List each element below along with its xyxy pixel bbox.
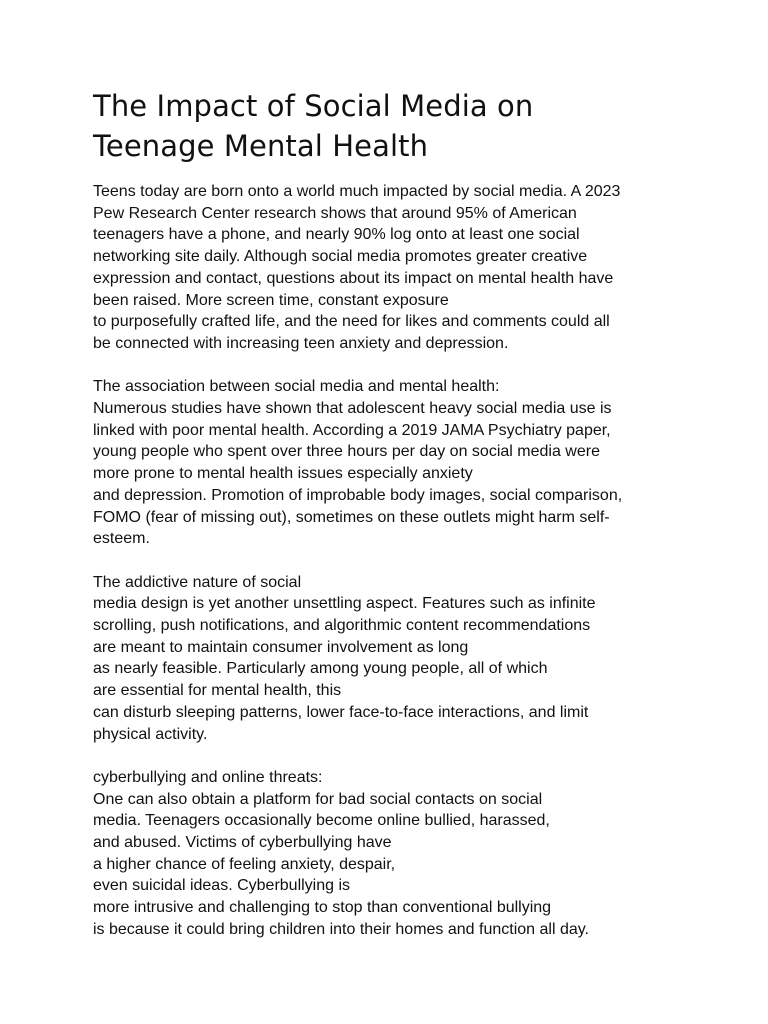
text-line: Numerous studies have shown that adolescent heavy social media use is <box>93 400 612 418</box>
paragraph-addictive-design <box>93 572 693 746</box>
text-line: physical activity. <box>93 725 208 743</box>
text-line: and abused. Victims of cyberbullying have <box>93 834 392 852</box>
paragraph-intro <box>93 181 693 355</box>
text-line: esteem. <box>93 530 150 548</box>
text-line: media. Teenagers occasionally become online bullied, harassed, <box>93 812 550 830</box>
text-line: as nearly feasible. Particularly among young people, all of which <box>93 660 548 678</box>
text-line: Pew Research Center research shows that around 95% of American <box>93 204 577 222</box>
text-line: be connected with increasing teen anxiety and depression. <box>93 334 509 352</box>
text-line: linked with poor mental health. According a 2019 JAMA Psychiatry paper, <box>93 421 611 439</box>
text-line: can disturb sleeping patterns, lower face-to-face interactions, and limit <box>93 703 589 721</box>
text-line: One can also obtain a platform for bad social contacts on social <box>93 790 543 808</box>
document-title <box>93 86 693 166</box>
text-line: FOMO (fear of missing out), sometimes on these outlets might harm self- <box>93 508 610 526</box>
title-line: Teenage Mental Health <box>93 129 429 163</box>
text-line: Teens today are born onto a world much impacted by social media. A 2023 <box>93 183 621 200</box>
section-heading: cyberbullying and online threats: <box>93 768 323 786</box>
text-line: a higher chance of feeling anxiety, despair, <box>93 855 396 873</box>
section-heading: The association between social media and mental health: <box>93 378 500 396</box>
text-line: teenagers have a phone, and nearly 90% log onto at least one social <box>93 226 580 244</box>
document-page <box>93 86 693 962</box>
paragraph-association <box>93 376 693 550</box>
text-line: and depression. Promotion of improbable body images, social comparison, <box>93 486 623 504</box>
text-line: young people who spent over three hours per day on social media were <box>93 443 600 461</box>
text-line: are essential for mental health, this <box>93 682 342 700</box>
text-line: been raised. More screen time, constant exposure <box>93 291 449 309</box>
text-line: The addictive nature of social <box>93 573 302 591</box>
text-line: scrolling, push notifications, and algorithmic content recommendations <box>93 617 591 635</box>
text-line: to purposefully crafted life, and the need for likes and comments could all <box>93 313 610 331</box>
text-line: expression and contact, questions about its impact on mental health have <box>93 269 614 287</box>
text-line: more intrusive and challenging to stop than conventional bullying <box>93 899 552 917</box>
text-line: media design is yet another unsettling aspect. Features such as infinite <box>93 595 596 613</box>
text-line: more prone to mental health issues especially anxiety <box>93 465 473 483</box>
title-line: The Impact of Social Media on <box>93 89 534 123</box>
text-line: networking site daily. Although social media promotes greater creative <box>93 248 588 266</box>
paragraph-cyberbullying <box>93 767 693 941</box>
text-line: is because it could bring children into their homes and function all day. <box>93 920 589 938</box>
text-line: even suicidal ideas. Cyberbullying is <box>93 877 351 895</box>
text-line: are meant to maintain consumer involvement as long <box>93 638 469 656</box>
